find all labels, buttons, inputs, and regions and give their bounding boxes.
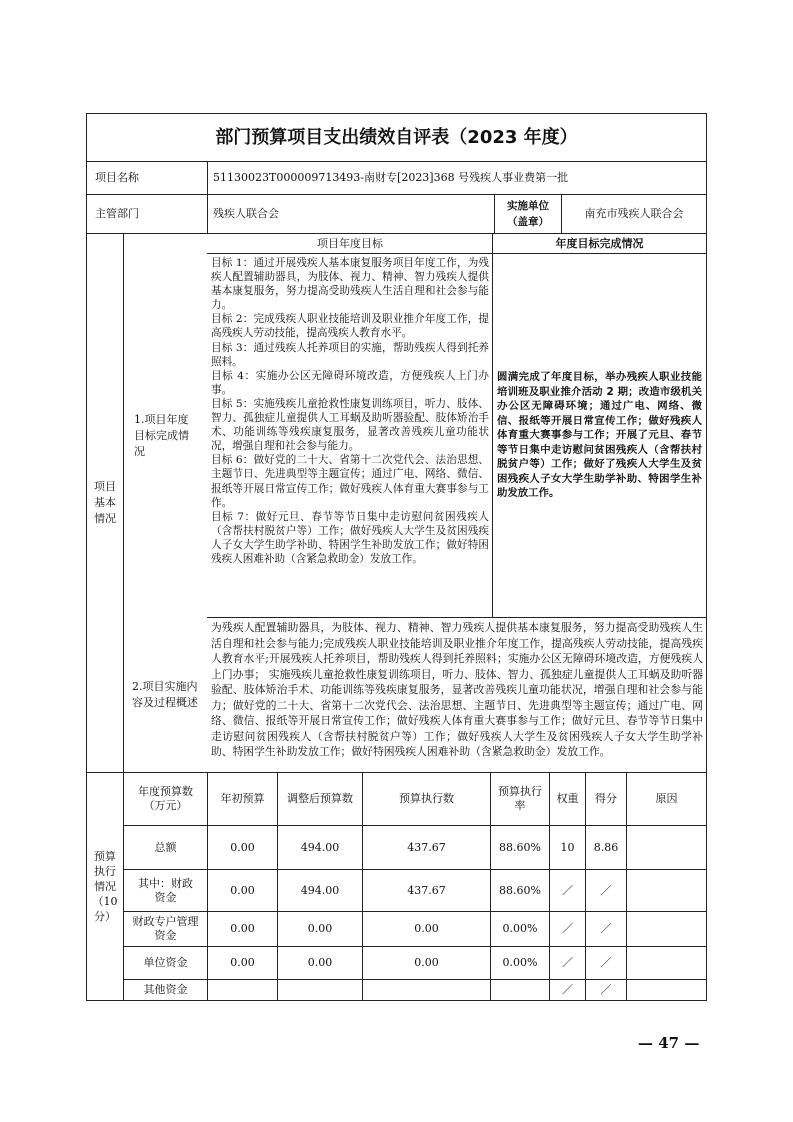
- budget-cell: 88.60%: [499, 840, 541, 854]
- implementation-text: 为残疾人配置辅助器具，为肢体、视力、精神、智力残疾人提供基本康复服务，努力提高受助残疾人生活自理和社会参与能力;完成残疾人职业技能培训及职业推介年度工作，提高残疾人劳动技能，提高残疾人教育水平;开展残疾人托养项目，帮助残疾人得到托养照料；实施办公区无障碍环境改造，方便残疾人上门办事； 实施残疾儿童抢救性康复训练项目，听力、肢体、智力、孤独症儿童提供人工耳蜗及助听器验配、肢体矫治手术、功能训练等残疾康复服务，显著改善残疾儿童功能状况，增强自理和社会参与能力；做好党的二十大、省第十二次党代会、法治思想、主题节日、先进典型等主题宣传；通过广电、网络、微信、报纸等开展日常宣传工作；做好残疾人体育重大赛事参与工作；做好元旦、春节等节日集中走访慰问贫困残疾人（含帮扶村脱贫户等）工作；做好残疾人大学生及贫困残疾人子女大学生助学补助、特困学生补助发放工作；做好特困残疾人困难补助（含紧急救助金）发放工作。: [211, 621, 703, 758]
- budget-cell: ／: [600, 883, 612, 897]
- evaluation-table: [86, 113, 707, 1001]
- budget-cell: ／: [600, 983, 612, 996]
- budget-cell: 494.00: [300, 840, 340, 854]
- budget-cell: 88.60%: [499, 883, 541, 897]
- budget-row-label: 财政专户管理资金: [132, 915, 199, 942]
- budget-cell: ／: [600, 922, 612, 935]
- goal-item: 目标 7：做好元旦、春节等节日集中走访慰问贫困残疾人（含帮扶村脱贫户等）工作；做好残疾人大学生及贫困残疾人子女大学生助学补助、特困学生补助发放工作；做好特困残疾人困难补助（含紧急救助金）发放工作。: [211, 510, 489, 565]
- budget-row-label: 总额: [154, 840, 177, 854]
- project-name-label: 项目名称: [95, 171, 139, 184]
- page-number: — 47 —: [638, 1034, 700, 1052]
- budget-cell: ／: [600, 955, 612, 969]
- budget-cell: 437.67: [407, 840, 446, 854]
- budget-cell: [627, 870, 706, 911]
- budget-row-label: 其他资金: [143, 983, 188, 996]
- budget-label: 预算执行情况（10 分）: [92, 850, 118, 923]
- budget-cell: 10: [560, 840, 575, 854]
- row1-label: 1.项目年度目标完成情况: [134, 412, 189, 458]
- col-annual-goal: 项目年度目标: [317, 236, 383, 250]
- budget-header-cell: 年度预算数（万元）: [138, 785, 193, 812]
- dept-label: 主管部门: [95, 207, 139, 220]
- budget-row-label: 其中：财政资金: [138, 876, 193, 904]
- budget-cell: 0.00%: [502, 922, 538, 935]
- budget-header-cell: 预算执行率: [498, 785, 542, 812]
- budget-cell: [627, 826, 706, 869]
- budget-header-cell: 年初预算: [220, 792, 265, 805]
- budget-cell: 494.00: [300, 883, 340, 897]
- budget-header-cell: 预算执行数: [399, 792, 454, 805]
- row2-label: 2.项目实施内容及过程概述: [132, 680, 198, 709]
- budget-cell: 0.00: [414, 955, 439, 969]
- budget-cell: 0.00%: [502, 955, 538, 969]
- budget-cell: ／: [562, 922, 573, 935]
- table-title: 部门预算项目支出绩效自评表（2023 年度）: [215, 126, 578, 148]
- budget-row-label: 单位资金: [143, 955, 188, 969]
- budget-cell: 0.00: [307, 955, 333, 969]
- goal-item: 目标 2：完成残疾人职业技能培训及职业推介年度工作，提高残疾人劳动技能，提高残疾人教育水平。: [211, 313, 489, 340]
- col-completion: 年度目标完成情况: [555, 236, 644, 250]
- budget-header-cell: 得分: [595, 792, 617, 805]
- goal-item: 目标 3：通过残疾人托养项目的实施，帮助残疾人得到托养照料。: [211, 341, 489, 368]
- goal-item: 目标 1：通过开展残疾人基本康复服务项目年度工作，为残疾人配置辅助器具，为肢体、视力、精神、智力残疾人提供基本康复服务，努力提高受助残疾人生活自理和社会参与能力。: [211, 257, 489, 312]
- budget-header-cell: 原因: [655, 792, 678, 805]
- basic-situation-label: 项目基本情况: [94, 480, 116, 525]
- budget-cell: 0.00: [230, 840, 255, 854]
- impl-unit-value: 南充市残疾人联合会: [584, 207, 684, 220]
- impl-unit-label: 实施单位（盖章）: [507, 200, 549, 228]
- budget-header-cell: 权重: [556, 792, 579, 805]
- goal-item: 目标 4：实施办公区无障碍环境改造，方便残疾人上门办事。: [211, 369, 489, 396]
- budget-cell: ／: [562, 983, 573, 996]
- budget-cell: ／: [562, 955, 573, 969]
- goal-item: 目标 6：做好党的二十大、省第十二次党代会、法治思想、主题节日、先进典型等主题宣传；通过广电、网络、微信、报纸等开展日常宣传工作；做好残疾人体育重大赛事参与工作。: [211, 454, 489, 509]
- goal-item: 目标 5：实施残疾儿童抢救性康复训练项目，听力、肢体、智力、孤独症儿童提供人工耳蜗及助听器验配、肢体矫治手术、功能训练等残疾康复服务，显著改善残疾儿童功能状况，增强自理和社会参与能力。: [211, 397, 489, 453]
- completion-text: 圆满完成了年度目标，举办残疾人职业技能培训班及职业推介活动 2 期；改造市级机关办公区无障碍环境；通过广电、网络、微信、报纸等开展日常宣传工作；做好残疾人体育重大赛事参与工作；开展了元旦、春节等节日集中走访慰问贫困残疾人（含帮扶村脱贫户等）工作；做好了残疾人大学生及贫困残疾人子女大学生助学补助、特困学生补助发放工作。: [497, 371, 702, 500]
- annual-goals: [208, 254, 492, 617]
- budget-cell: ／: [562, 883, 573, 897]
- budget-cell: 0.00: [230, 955, 255, 969]
- budget-cell: 437.67: [407, 883, 446, 897]
- budget-cell: 0.00: [307, 922, 333, 935]
- budget-cell: 8.86: [593, 840, 619, 854]
- budget-cell: 0.00: [230, 883, 255, 897]
- dept-value: 残疾人联合会: [213, 207, 279, 220]
- budget-cell: 0.00: [414, 922, 439, 935]
- budget-cell: [627, 912, 706, 946]
- project-name-value: 51130023T000009713493-南财专[2023]368 号残疾人事业费第一批: [213, 171, 569, 184]
- budget-header-cell: 调整后预算数: [287, 792, 353, 805]
- budget-cell: 0.00: [230, 922, 255, 935]
